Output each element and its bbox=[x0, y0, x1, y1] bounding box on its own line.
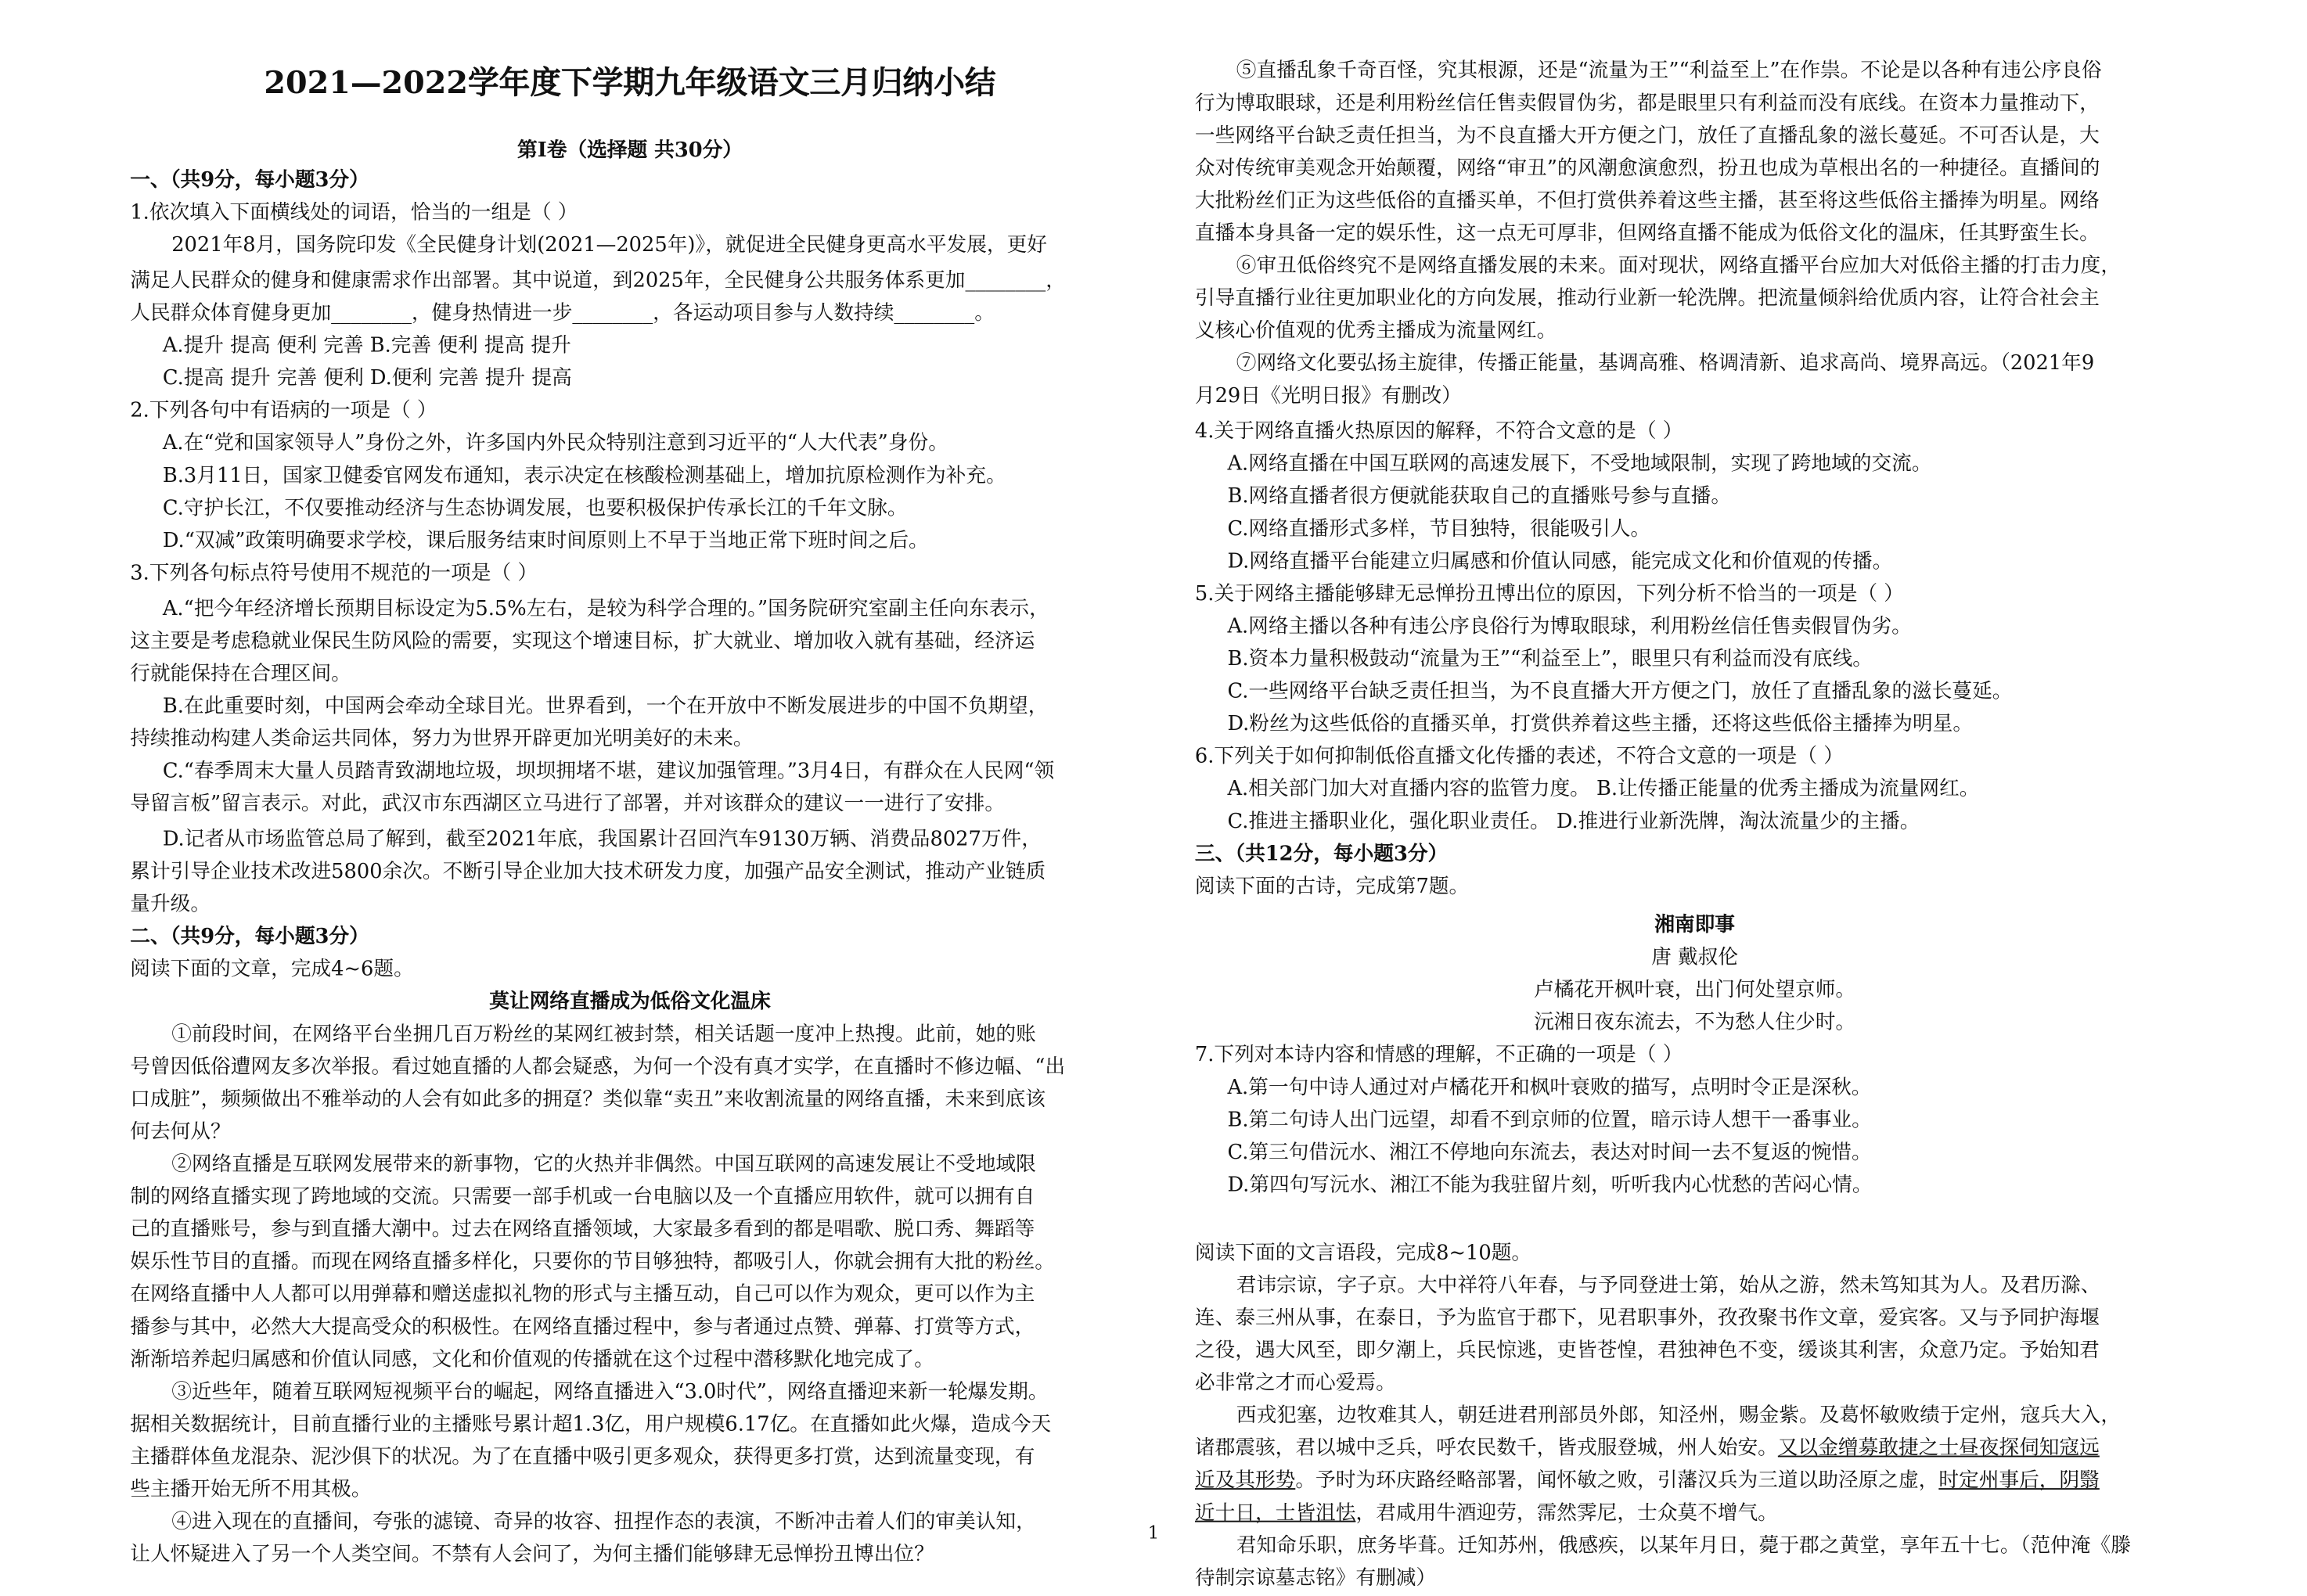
classical-intro: 阅读下面的文言语段，完成8~10题。 bbox=[1194, 1241, 1532, 1265]
q2-option-d: D.“双减”政策明确要求学校，课后服务结束时间原则上不早于当地正常下班时间之后。 bbox=[162, 529, 929, 553]
article-title: 莫让网络直播成为低俗文化温床 bbox=[489, 990, 771, 1014]
q3-option-a: 这主要是考虑稳就业保民生防风险的需要，实现这个增速目标，扩大就业、增加收入就有基础，经济运 bbox=[130, 629, 1035, 653]
classical-text: 。予时为环庆路经略部署，闻怀敏之败，引藩汉兵为三道以助泾原之虚， bbox=[1295, 1468, 1939, 1493]
article-paragraph: ⑥审丑低俗终究不是网络直播发展的未来。面对现状，网络直播平台应加大对低俗主播的打击力度， bbox=[1236, 253, 2122, 279]
classical-paragraph: 之役，遇大风至，即夕潮上，兵民惊逃，吏皆苍惶，君独神色不变，缓谈其利害，众意乃定。予始知君 bbox=[1194, 1339, 2100, 1363]
article-paragraph: 让人怀疑进入了另一个人类空间。不禁有人会问了，为何主播们能够肆无忌惮扮丑博出位？ bbox=[130, 1543, 934, 1567]
q3-option-a: 行就能保持在合理区间。 bbox=[130, 662, 351, 686]
q7-option-d: D.第四句写沅水、湘江不能为我驻留片刻，听听我内心忧愁的苦闷心情。 bbox=[1227, 1173, 1873, 1198]
poem-line: 卢橘花开枫叶衰，出门何处望京师。 bbox=[1534, 978, 1856, 1002]
q1-passage-line: 满足人民群众的健身和健康需求作出部署。其中说道，到2025年，全民健身公共服务体系更加________， bbox=[130, 268, 1066, 293]
q5-stem: 5.关于网络主播能够肆无忌惮扮丑博出位的原因，下列分析不恰当的一项是（ ） bbox=[1194, 582, 1904, 606]
q6-options-cd: C.推进主播职业化，强化职业责任。 D.推进行业新洗牌，淘汰流量少的主播。 bbox=[1227, 810, 1920, 834]
article-paragraph: 制的网络直播实现了跨地域的交流。只需要一部手机或一台电脑以及一个直播应用软件，就可以拥有自 bbox=[130, 1184, 1035, 1210]
q3-option-d: 量升级。 bbox=[130, 892, 211, 917]
article-paragraph: ④进入现在的直播间，夸张的滤镜、奇异的妆容、扭捏作态的表演，不断冲击着人们的审美认知， bbox=[171, 1510, 1036, 1534]
underlined-sentence: 近十日，士皆沮怯 bbox=[1194, 1501, 1356, 1526]
article-paragraph: 大批粉丝们正为这些低俗的直播买单，不但打赏供养着这些主播，甚至将这些低俗主播捧为明星。网络 bbox=[1194, 189, 2100, 214]
page-number: 1 bbox=[1147, 1522, 1160, 1544]
article-paragraph: 义核心价值观的优秀主播成为流量网红。 bbox=[1194, 319, 1557, 343]
article-paragraph: 口成脏”，频频做出不雅举动的人会有如此多的拥趸？类似靠“卖丑”来收割流量的网络直播，未来到底该 bbox=[130, 1087, 1046, 1112]
q6-stem: 6.下列关于如何抑制低俗直播文化传播的表述，不符合文意的一项是（ ） bbox=[1194, 745, 1844, 769]
q4-option-c: C.网络直播形式多样，节目独特，很能吸引人。 bbox=[1227, 517, 1651, 541]
article-paragraph: 引导直播行业往更加职业化的方向发展，推动行业新一轮洗牌。把流量倾斜给优质内容，让符合社会主 bbox=[1194, 286, 2100, 311]
underlined-sentence: 又以金缯募敢捷之士昼夜探伺知寇远 bbox=[1777, 1436, 2100, 1461]
q7-option-b: B.第二句诗人出门远望，却看不到京师的位置，暗示诗人想干一番事业。 bbox=[1227, 1108, 1872, 1132]
q1-passage-line: 2021年8月，国务院印发《全民健身计划(2021—2025年)》，就促进全民健身更高水平发展，更好 bbox=[171, 233, 1047, 257]
article-paragraph: 行为博取眼球，还是利用粉丝信任售卖假冒伪劣，都是眼里只有利益而没有底线。在资本力量推动下， bbox=[1194, 92, 2100, 116]
q3-option-d: D.记者从市场监管总局了解到，截至2021年底，我国累计召回汽车9130万辆、消费品8027万件， bbox=[162, 827, 1042, 852]
article-paragraph: 月29日《光明日报》有删改） bbox=[1194, 384, 1462, 408]
q1-options-ab: A.提升 提高 便利 完善 B.完善 便利 提高 提升 bbox=[162, 333, 571, 358]
article-paragraph: 何去何从？ bbox=[130, 1120, 231, 1145]
classical-paragraph: 待制宗谅墓志铭》有删减） bbox=[1194, 1566, 1437, 1591]
classical-paragraph: 西戎犯塞，边牧难其人，朝廷进君刑部员外郎，知泾州，赐金紫。及葛怀敏败绩于定州，寇兵大入， bbox=[1236, 1404, 2122, 1428]
q2-option-b: B.3月11日，国家卫健委官网发布通知，表示决定在核酸检测基础上，增加抗原检测作为补充。 bbox=[162, 464, 1006, 488]
article-paragraph: 号曾因低俗遭网友多次举报。看过她直播的人都会疑惑，为何一个没有真才实学，在直播时不修边幅、“出 bbox=[130, 1055, 1066, 1079]
article-paragraph: ③近些年，随着互联网短视频平台的崛起，网络直播进入“3.0时代”，网络直播迎来新一轮爆发期。 bbox=[171, 1380, 1049, 1404]
q4-option-a: A.网络直播在中国互联网的高速发展下，不受地域限制，实现了跨地域的交流。 bbox=[1227, 452, 1932, 476]
section2-heading: 二、（共9分，每小题3分） bbox=[130, 925, 369, 949]
classical-text: ，君咸用牛酒迎劳，霈然霁尼，士众莫不增气。 bbox=[1355, 1501, 1778, 1526]
q3-option-d: 累计引导企业技术改进5800余次。不断引导企业加大技术研发力度，加强产品安全测试，推动产业链质 bbox=[130, 860, 1046, 884]
q4-stem: 4.关于网络直播火热原因的解释，不符合文意的是（ ） bbox=[1194, 419, 1683, 444]
article-paragraph: 据相关数据统计，目前直播行业的主播账号累计超1.3亿，用户规模6.17亿。在直播如此火爆，造成今天 bbox=[130, 1412, 1052, 1437]
q6-options-ab: A.相关部门加大对直播内容的监管力度。 B.让传播正能量的优秀主播成为流量网红。 bbox=[1227, 777, 1980, 801]
classical-paragraph: 必非常之才而心爱焉。 bbox=[1194, 1371, 1396, 1396]
q4-option-b: B.网络直播者很方便就能获取自己的直播账号参与直播。 bbox=[1227, 484, 1732, 509]
poem-line: 沅湘日夜东流去，不为愁人住少时。 bbox=[1534, 1011, 1856, 1035]
article-paragraph: ⑤直播乱象千奇百怪，究其根源，还是“流量为王”“利益至上”在作祟。不论是以各种有违公序良俗 bbox=[1236, 59, 2102, 83]
article-paragraph: 在网络直播中人人都可以用弹幕和赠送虚拟礼物的形式与主播互动，自己可以作为观众，更可以作为主 bbox=[130, 1282, 1035, 1307]
poem-title: 湘南即事 bbox=[1654, 913, 1735, 937]
q3-option-b: B.在此重要时刻，中国两会牵动全球目光。世界看到，一个在开放中不断发展进步的中国不负期望， bbox=[162, 694, 1049, 719]
q5-option-d: D.粉丝为这些低俗的直播买单，打赏供养着这些主播，还将这些低俗主播捧为明星。 bbox=[1227, 712, 1974, 736]
underlined-sentence: 近及其形势 bbox=[1194, 1468, 1296, 1493]
q3-option-a: A.“把今年经济增长预期目标设定为5.5%左右，是较为科学合理的。”国务院研究室副主任向东表示， bbox=[162, 597, 1049, 621]
q3-option-b: 持续推动构建人类命运共同体，努力为世界开辟更加光明美好的未来。 bbox=[130, 727, 754, 751]
q1-stem: 1.依次填入下面横线处的词语，恰当的一组是（ ） bbox=[130, 200, 578, 225]
article-paragraph: 己的直播账号，参与到直播大潮中。过去在网络直播领域，大家最多看到的都是唱歌、脱口秀、舞蹈等 bbox=[130, 1217, 1035, 1242]
article-paragraph: ①前段时间，在网络平台坐拥几百万粉丝的某网红被封禁，相关话题一度冲上热搜。此前，她的账 bbox=[171, 1023, 1036, 1047]
classical-paragraph bbox=[1195, 1433, 2194, 1463]
q1-options-cd: C.提高 提升 完善 便利 D.便利 完善 提升 提高 bbox=[162, 366, 572, 390]
q2-option-a: A.在“党和国家领导人”身份之外，许多国内外民众特别注意到习近平的“人大代表”身份。 bbox=[162, 431, 948, 455]
section2-intro: 阅读下面的文章，完成4~6题。 bbox=[130, 958, 414, 982]
page-title: 2021—2022学年度下学期九年级语文三月归纳小结 bbox=[264, 63, 996, 101]
q2-stem: 2.下列各句中有语病的一项是（ ） bbox=[130, 399, 437, 423]
classical-paragraph: 连、泰三州从事，在泰日，予为监官于郡下，见君职事外，孜孜聚书作文章，爱宾客。又与予同护海堰 bbox=[1194, 1306, 2100, 1331]
q7-option-a: A.第一句中诗人通过对卢橘花开和枫叶衰败的描写，点明时令正是深秋。 bbox=[1227, 1076, 1872, 1100]
section3-heading: 三、（共12分，每小题3分） bbox=[1194, 842, 1449, 866]
section1-heading: 一、（共9分，每小题3分） bbox=[130, 168, 369, 192]
article-paragraph: 渐渐培养起归属感和价值认同感，文化和价值观的传播就在这个过程中潜移默化地完成了。 bbox=[130, 1347, 934, 1371]
article-paragraph: ⑦网络文化要弘扬主旋律，传播正能量，基调高雅、格调清新、追求高尚、境界高远。（2021年9 bbox=[1236, 351, 2095, 376]
part1-heading: 第I卷（选择题 共30分） bbox=[517, 138, 743, 163]
article-paragraph: 些主播开始无所不用其极。 bbox=[130, 1477, 372, 1502]
article-paragraph: 播参与其中，必然大大提高受众的积极性。在网络直播过程中，参与者通过点赞、弹幕、打赏等方式， bbox=[130, 1315, 1035, 1339]
q5-option-c: C.一些网络平台缺乏责任担当，为不良直播大开方便之门，放任了直播乱象的滋长蔓延。 bbox=[1227, 679, 2013, 704]
q3-option-c: C.“春季周末大量人员踏青致湖地垃圾，坝坝拥堵不堪，建议加强管理。”3月4日，有群众在人民网“领 bbox=[162, 759, 1055, 784]
q7-stem: 7.下列对本诗内容和情感的理解，不正确的一项是（ ） bbox=[1194, 1043, 1683, 1067]
article-paragraph: 娱乐性节目的直播。而现在网络直播多样化，只要你的节目够独特，都吸引人，你就会拥有大批的粉丝。 bbox=[130, 1250, 1055, 1274]
classical-paragraph bbox=[1195, 1466, 2194, 1496]
classical-text: 诸郡震骇，君以城中乏兵，呼农民数千，皆戎服登城，州人始安。 bbox=[1194, 1436, 1778, 1461]
q2-option-c: C.守护长江，不仅要推动经济与生态协调发展，也要积极保护传承长江的千年文脉。 bbox=[162, 496, 908, 520]
article-paragraph: 直播本身具备一定的娱乐性，这一点无可厚非，但网络直播不能成为低俗文化的温床，任其野蛮生长。 bbox=[1194, 221, 2100, 246]
q7-option-c: C.第三句借沅水、湘江不停地向东流去，表达对时间一去不复返的惋惜。 bbox=[1227, 1141, 1872, 1165]
section3-intro: 阅读下面的古诗，完成第7题。 bbox=[1194, 875, 1470, 899]
underlined-sentence: 时定州事后，阴翳 bbox=[1938, 1468, 2100, 1493]
q1-passage-line: 人民群众体育健身更加________，健身热情进一步________，各运动项目参与人数持续________。 bbox=[130, 301, 995, 325]
article-paragraph: 主播群体鱼龙混杂、泥沙俱下的状况。为了在直播中吸引更多观众，获得更多打赏，达到流量变现，有 bbox=[130, 1445, 1035, 1469]
article-paragraph: 众对传统审美观念开始颠覆，网络“审丑”的风潮愈演愈烈，扮丑也成为草根出名的一种捷径。直播间的 bbox=[1194, 156, 2100, 181]
poem-author: 唐 戴叔伦 bbox=[1651, 945, 1739, 970]
classical-paragraph: 君讳宗谅，字子京。大中祥符八年春，与予同登进士第，始从之游，然未笃知其为人。及君历滁、 bbox=[1236, 1274, 2101, 1298]
q5-option-b: B.资本力量积极鼓动“流量为王”“利益至上”，眼里只有利益而没有底线。 bbox=[1227, 647, 1873, 671]
q3-stem: 3.下列各句标点符号使用不规范的一项是（ ） bbox=[130, 561, 538, 586]
q3-option-c: 导留言板”留言表示。对此，武汉市东西湖区立马进行了部署，并对该群众的建议一一进行了安排。 bbox=[130, 792, 1006, 816]
q4-option-d: D.网络直播平台能建立归属感和价值认同感，能完成文化和价值观的传播。 bbox=[1227, 549, 1893, 573]
q5-option-a: A.网络主播以各种有违公序良俗行为博取眼球，利用粉丝信任售卖假冒伪劣。 bbox=[1227, 614, 1912, 639]
article-paragraph: ②网络直播是互联网发展带来的新事物，它的火热并非偶然。中国互联网的高速发展让不受地域限 bbox=[171, 1152, 1036, 1177]
article-paragraph: 一些网络平台缺乏责任担当，为不良直播大开方便之门，放任了直播乱象的滋长蔓延。不可否认是，大 bbox=[1194, 124, 2100, 148]
classical-paragraph: 君知命乐职，庶务毕葺。迁知苏州，俄感疾，以某年月日，薨于郡之黄堂，享年五十七。（范仲淹《滕 bbox=[1236, 1533, 2131, 1558]
